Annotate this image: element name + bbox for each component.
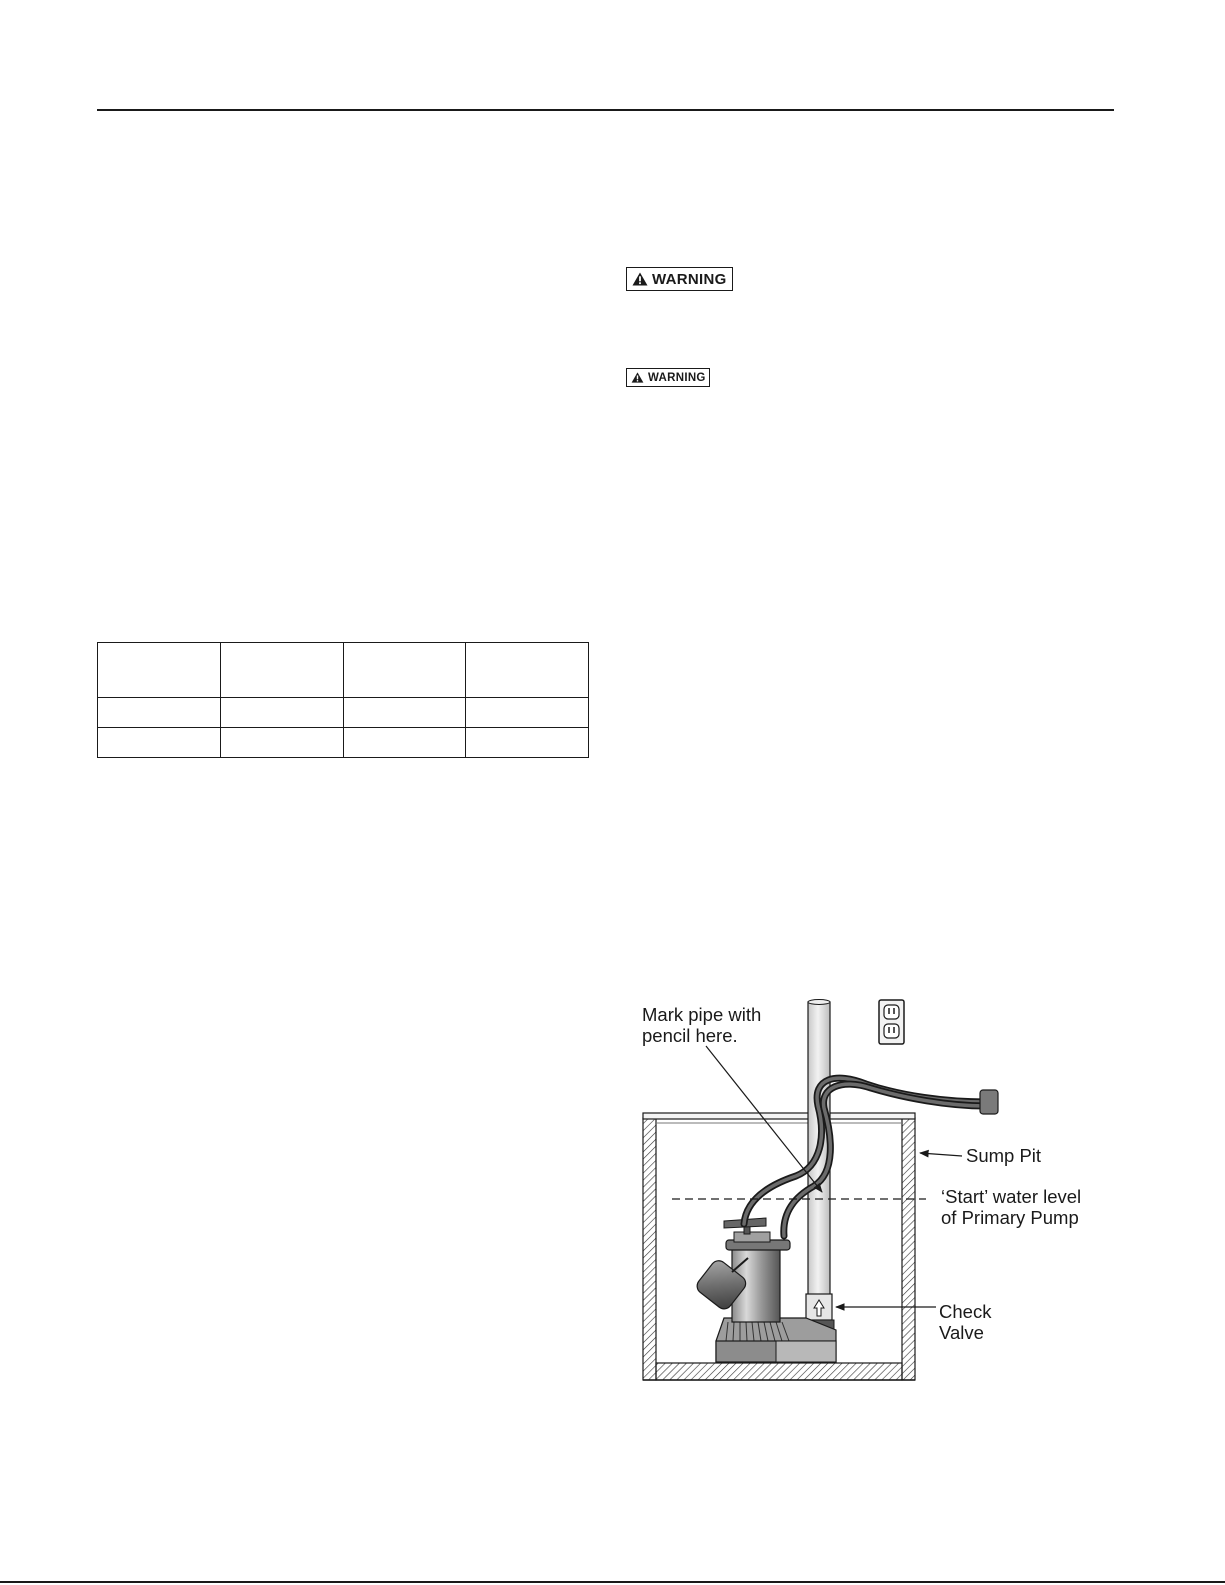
warning-triangle-icon — [632, 272, 648, 286]
table-cell — [466, 728, 589, 758]
callout-text: pencil here. — [642, 1025, 738, 1046]
table-row — [98, 698, 589, 728]
table-cell — [98, 643, 221, 698]
table-cell — [220, 698, 343, 728]
check-valve-callout — [939, 1301, 991, 1343]
table-cell — [220, 728, 343, 758]
sump-pit-diagram — [636, 996, 1106, 1386]
table-cell — [343, 728, 466, 758]
wall-outlet-icon — [879, 1000, 904, 1044]
callout-text: Valve — [939, 1322, 984, 1343]
callout-text: Mark pipe with — [642, 1004, 762, 1025]
spec-table — [97, 642, 589, 758]
mark-pipe-callout — [642, 1004, 761, 1046]
warning-label-2 — [626, 368, 710, 387]
table-cell — [220, 643, 343, 698]
warning-text: WARNING — [652, 270, 727, 288]
table-cell — [343, 643, 466, 698]
table-cell — [466, 698, 589, 728]
start-water-level-callout — [941, 1186, 1081, 1228]
callout-text: ‘Start’ water level — [941, 1186, 1082, 1207]
sump-pit-callout — [966, 1145, 1041, 1166]
callout-text: of Primary Pump — [941, 1207, 1079, 1228]
table-cell — [466, 643, 589, 698]
table-cell — [343, 698, 466, 728]
warning-triangle-icon — [631, 372, 644, 383]
header-rule — [97, 109, 1114, 111]
callout-text: Check — [939, 1301, 992, 1322]
sump-pit-leader — [920, 1153, 962, 1156]
table-cell — [98, 728, 221, 758]
warning-label-1 — [626, 267, 733, 291]
table-cell — [98, 698, 221, 728]
callout-text: Sump Pit — [966, 1145, 1042, 1166]
warning-text: WARNING — [648, 371, 706, 384]
table-header-row — [98, 643, 589, 698]
table-row — [98, 728, 589, 758]
footer-rule — [0, 1581, 1225, 1583]
